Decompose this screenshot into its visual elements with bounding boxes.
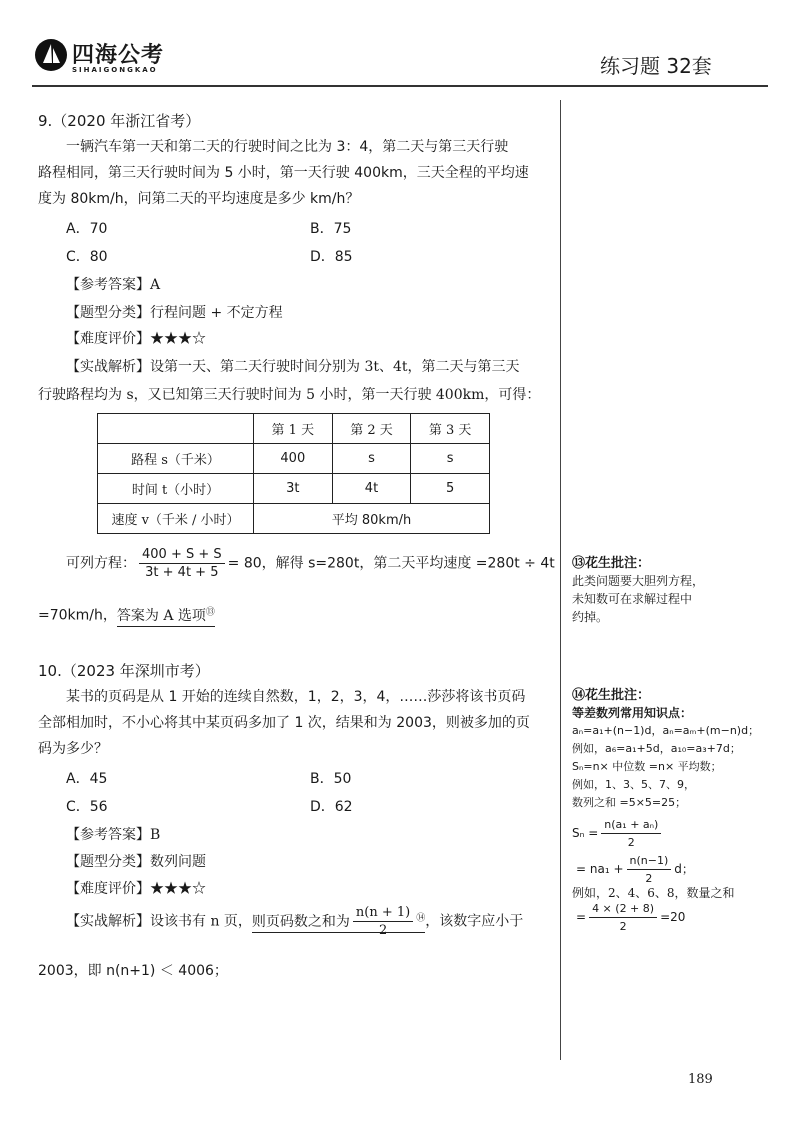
ex-prefix: = — [576, 910, 587, 924]
fraction-denominator: 2 — [619, 920, 627, 933]
example-line: 例如，2、4、6、8，数量之和 — [572, 886, 735, 900]
analysis-underlined-text: 则页码数之和为 — [251, 913, 350, 930]
sn2-prefix: = na₁ + — [576, 862, 624, 876]
q9-option-c: C．80 — [66, 249, 108, 265]
note-14-line: aₙ=a₁+(n−1)d，aₙ=aₘ+(m−n)d； — [572, 724, 760, 737]
q10-answer: 【参考答案】B — [66, 827, 161, 843]
result-prefix: =70km/h， — [38, 607, 117, 624]
margin-rule — [560, 100, 561, 1060]
fraction-denominator: 3t + 4t + 5 — [145, 565, 219, 580]
note-14-line: 数列之和 =5×5=25； — [572, 796, 687, 809]
note-14-line: 等差数列常用知识点： — [572, 706, 693, 720]
note-13-title: ⑬花生批注： — [572, 556, 651, 571]
q10-analysis — [66, 904, 523, 939]
page-number: 189 — [688, 1072, 713, 1087]
fraction-denominator: 2 — [627, 836, 635, 849]
note-14-line: Sₙ=n× 中位数 =n× 平均数； — [572, 760, 722, 773]
sn2-fraction — [627, 852, 672, 887]
table-header: 第 3 天 — [411, 414, 490, 444]
table-header: 第 1 天 — [254, 414, 333, 444]
fraction-numerator: n(a₁ + aₙ) — [601, 816, 661, 834]
table-cell: 平均 80km/h — [254, 504, 490, 534]
pages-sum-fraction — [353, 904, 413, 939]
fraction-numerator: 4 × (2 + 8) — [589, 900, 657, 918]
table-header-row — [98, 414, 490, 444]
table-header: 第 2 天 — [332, 414, 411, 444]
result-answer — [117, 608, 215, 627]
equation-suffix: = 80，解得 s=280t，第二天平均速度 =280t ÷ 4t — [227, 555, 555, 572]
fraction-numerator: n(n + 1) — [353, 904, 413, 922]
equation-prefix: 可列方程： — [66, 555, 136, 572]
sn-formula-2 — [576, 852, 694, 887]
table-cell: 400 — [254, 444, 333, 474]
logo-subtext: SIHAIGONGKAO — [72, 66, 158, 74]
result-answer-text: 答案为 A 选项 — [116, 607, 206, 624]
table-cell — [98, 414, 254, 444]
note-14-line: 例如，a₆=a₁+5d，a₁₀=a₃+7d； — [572, 742, 741, 755]
q9-option-a: A．70 — [66, 221, 108, 237]
note-13-line: 此类问题要大胆列方程， — [572, 574, 705, 588]
note-13-line: 未知数可在求解过程中 — [572, 592, 693, 606]
table-row-label: 速度 v（千米 / 小时） — [98, 504, 254, 534]
header-rule — [32, 85, 768, 87]
q9-category: 【题型分类】行程问题 + 不定方程 — [66, 305, 283, 321]
fraction-numerator: n(n−1) — [627, 852, 672, 870]
q10-stem-1: 某书的页码是从 1 开始的连续自然数，1，2，3，4，……莎莎将该书页码 — [66, 689, 526, 705]
logo-icon — [34, 38, 68, 72]
q10-stem-3: 码为多少？ — [38, 741, 108, 757]
sn-label: Sₙ = — [572, 826, 599, 840]
analysis-suffix: ，该数字应小于 — [425, 913, 524, 930]
q9-stem-2: 路程相同，第三天行驶时间为 5 小时，第一天行驶 400km，三天全程的平均速 — [38, 165, 529, 181]
table-cell: s — [411, 444, 490, 474]
note-14-title: ⑭花生批注： — [572, 688, 651, 703]
q10-category: 【题型分类】数列问题 — [66, 854, 206, 870]
note-mark: ⑬ — [205, 607, 215, 617]
q9-head: 9.（2020 年浙江省考） — [38, 112, 201, 130]
analysis-underlined — [251, 905, 426, 938]
fraction-denominator: 2 — [378, 923, 388, 938]
ex-fraction — [589, 900, 657, 935]
table-row-label: 路程 s（千米） — [98, 444, 254, 474]
note-13-line: 约掉。 — [572, 610, 609, 624]
sn-fraction — [601, 816, 661, 851]
set-title: 练习题 32套 — [600, 54, 712, 78]
equation-fraction — [139, 546, 225, 581]
sn-formula — [572, 816, 664, 851]
q10-option-d: D．62 — [310, 799, 353, 815]
table-row — [98, 444, 490, 474]
sn2-suffix: d； — [674, 862, 694, 876]
q9-stem-3: 度为 80km/h，问第二天的平均速度是多少 km/h？ — [38, 191, 360, 207]
q10-head: 10.（2023 年深圳市考） — [38, 662, 210, 680]
table-cell: 3t — [254, 474, 333, 504]
table-row — [98, 474, 490, 504]
table-row — [98, 504, 490, 534]
example-formula — [576, 900, 685, 935]
q9-analysis-1: 【实战解析】设第一天、第二天行驶时间分别为 3t、4t，第二天与第三天 — [66, 359, 520, 375]
q10-option-c: C．56 — [66, 799, 108, 815]
q9-equation — [66, 546, 555, 581]
q10-option-b: B．50 — [310, 771, 352, 787]
logo-text: 四海公考 — [72, 43, 165, 68]
q9-result — [38, 604, 215, 625]
fraction-denominator: 2 — [645, 872, 653, 885]
q9-option-d: D．85 — [310, 249, 353, 265]
q10-difficulty: 【难度评价】★★★☆ — [66, 881, 206, 897]
q10-stem-2: 全部相加时，不小心将其中某页码多加了 1 次，结果和为 2003，则被多加的页 — [38, 715, 530, 731]
analysis-prefix: 【实战解析】设该书有 n 页， — [66, 913, 252, 930]
q9-stem-1: 一辆汽车第一天和第二天的行驶时间之比为 3：4，第二天与第三天行驶 — [66, 139, 509, 155]
q9-answer: 【参考答案】A — [66, 277, 161, 293]
table-cell: 5 — [411, 474, 490, 504]
q9-analysis-2: 行驶路程均为 s，又已知第三天行驶时间为 5 小时，第一天行驶 400km，可得： — [38, 387, 541, 403]
note-14-line: 例如，1、3、5、7、9， — [572, 778, 695, 791]
table-cell: s — [332, 444, 411, 474]
q9-difficulty: 【难度评价】★★★☆ — [66, 331, 206, 347]
fraction-numerator: 400 + S + S — [139, 546, 225, 564]
q9-table — [97, 413, 490, 534]
q10-analysis-2: 2003，即 n(n+1) ＜ 4006； — [38, 963, 228, 979]
note-mark: ⑭ — [416, 912, 426, 923]
ex-suffix: =20 — [660, 910, 686, 924]
table-row-label: 时间 t（小时） — [98, 474, 254, 504]
q10-option-a: A．45 — [66, 771, 108, 787]
q9-option-b: B．75 — [310, 221, 352, 237]
table-cell: 4t — [332, 474, 411, 504]
